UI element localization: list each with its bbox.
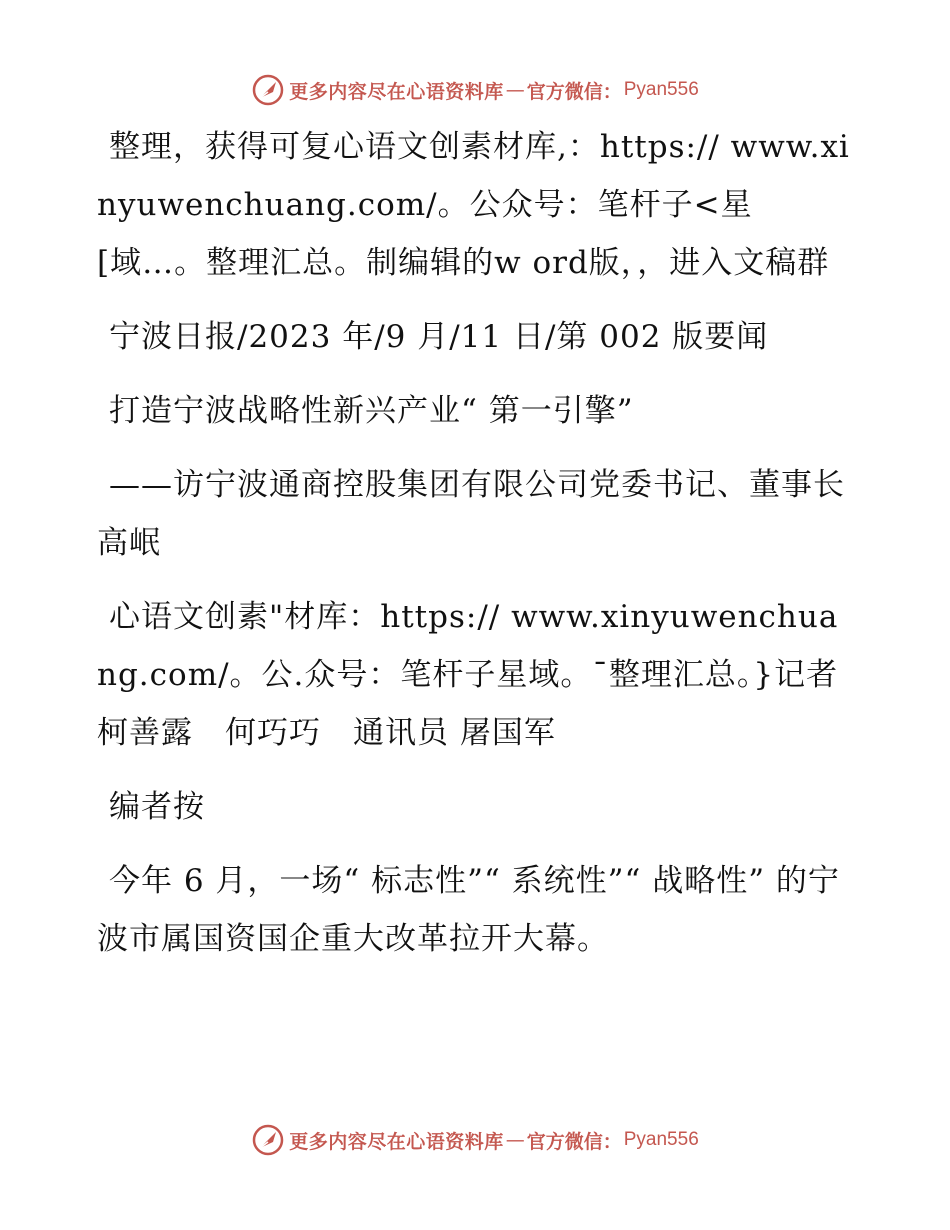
article-subtitle: ——访宁波通商控股集团有限公司党委书记、董事长高岷 <box>97 467 845 561</box>
paragraph-reporters: 心语文创素"材库：https:// www.xinyuwenchuang.com/。公.众号：笔杆子星域。¯整理汇总。}记者 柯善露 何巧巧 通讯员 屠国军 <box>97 599 871 751</box>
document-body <box>97 118 871 984</box>
header-separator: — <box>505 79 525 101</box>
header-banner <box>0 70 950 110</box>
paragraph-source-note: 整理，获得可复心语文创素材库,：https:// www.xinyuwenchuang.com/。公众号：笔杆子<星 [域…。整理汇总。制编辑的w ord版，，进入文稿群 <box>97 129 850 281</box>
header-site-name: 更多内容尽在心语资料库 <box>289 80 504 103</box>
paragraph-publication-info: 宁波日报/2023 年/9 月/11 日/第 002 版要闻 <box>109 319 769 355</box>
header-wechat-label: 官方微信： <box>526 80 622 103</box>
article-title: 打造宁波战略性新兴产业“ 第一引擎” <box>109 393 634 429</box>
footer-separator: — <box>505 1129 525 1151</box>
footer-wechat-label: 官方微信： <box>526 1130 622 1153</box>
footer-wechat-account: Pyan556 <box>623 1129 699 1150</box>
editor-note-heading: 编者按 <box>109 789 205 825</box>
footer-banner <box>0 1120 950 1160</box>
quill-logo-icon <box>251 1123 285 1157</box>
quill-logo-icon <box>251 73 285 107</box>
paragraph-body-intro: 今年 6 月，一场“ 标志性”“ 系统性”“ 战略性” 的宁波市属国资国企重大改革拉开大幕。 <box>97 863 840 957</box>
footer-site-name: 更多内容尽在心语资料库 <box>289 1130 504 1153</box>
header-wechat-account: Pyan556 <box>623 79 699 100</box>
